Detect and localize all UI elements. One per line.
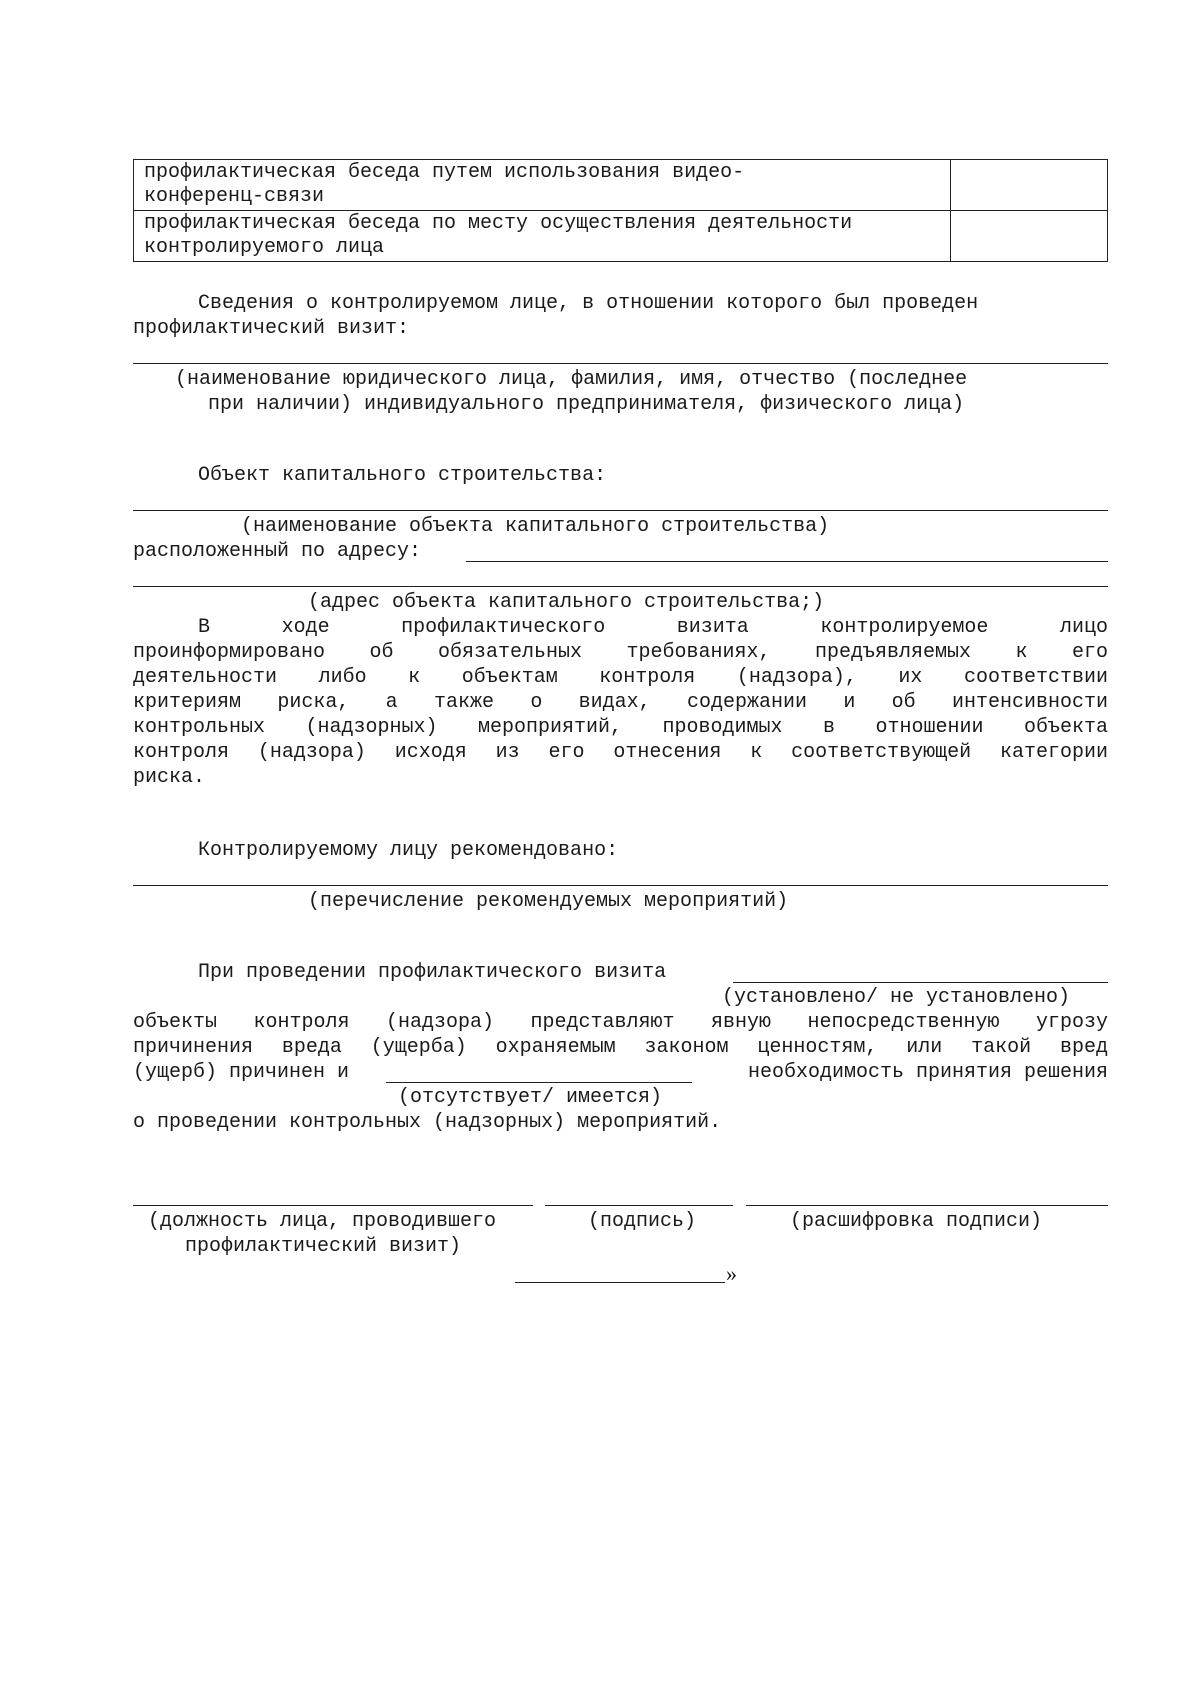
recommend-caption: (перечисление рекомендуемых мероприятий) [308, 890, 789, 913]
cell-text-line: контролируемого лица [144, 236, 385, 259]
table-cell-mark[interactable] [951, 211, 1108, 262]
cell-text-line: конференц-связи [144, 185, 325, 208]
closing-quote-mark: » [726, 1261, 737, 1286]
inform-line: контроля (надзора) исходя из его отнесения к соответствующей категории [133, 741, 1108, 764]
visit-forms-table [133, 159, 1108, 262]
inform-line-last: риска. [133, 766, 206, 789]
threat-line: причинения вреда (ущерба) охраняемым законом ценностям, или такой вред [133, 1036, 1108, 1059]
cell-text-line: профилактическая беседа по месту осуществления деятельности [144, 212, 853, 235]
threat-line: о проведении контрольных (надзорных) мероприятий. [133, 1111, 722, 1134]
inform-line: деятельности либо к объектам контроля (надзора), их соответствии [133, 666, 1108, 689]
address-label: расположенный по адресу: [133, 540, 422, 563]
threat-fill-line-2[interactable] [386, 1082, 692, 1083]
recommend-label: Контролируемому лицу рекомендовано: [198, 839, 619, 862]
subject-caption: (наименование юридического лица, фамилия, имя, отчество (последнее [175, 368, 968, 391]
threat-line: объекты контроля (надзора) представляют явную непосредственную угрозу [133, 1011, 1108, 1034]
address-caption: (адрес объекта капитального строительства;) [308, 591, 825, 614]
object-fill-line[interactable] [133, 510, 1108, 511]
decoding-caption: (расшифровка подписи) [790, 1210, 1043, 1233]
table-cell-form [134, 160, 951, 211]
position-caption: профилактический визит) [185, 1235, 462, 1258]
table-row [134, 211, 1108, 262]
threat-caption: (установлено/ не установлено) [722, 986, 1071, 1009]
inform-line: проинформировано об обязательных требованиях, предъявляемых к его [133, 641, 1108, 664]
threat-fill-line[interactable] [733, 982, 1108, 983]
threat-line: При проведении профилактического визита [198, 961, 667, 984]
position-caption: (должность лица, проводившего [148, 1210, 497, 1233]
address-fill-line[interactable] [466, 561, 1108, 562]
subject-intro-line: профилактический визит: [133, 317, 410, 340]
table-cell-mark[interactable] [951, 160, 1108, 211]
address-fill-line-2[interactable] [133, 586, 1108, 587]
table-row [134, 160, 1108, 211]
subject-intro-line: Сведения о контролируемом лице, в отношении которого был проведен [198, 292, 979, 315]
recommend-fill-line[interactable] [133, 885, 1108, 886]
subject-caption: при наличии) индивидуального предпринимателя, физического лица) [208, 393, 965, 416]
position-fill-line[interactable] [133, 1205, 533, 1206]
decoding-fill-line[interactable] [746, 1205, 1108, 1206]
cell-text-line: профилактическая беседа путем использования видео- [144, 161, 745, 184]
signature-fill-line[interactable] [545, 1205, 733, 1206]
inform-line: контрольных (надзорных) мероприятий, проводимых в отношении объекта [133, 716, 1108, 739]
object-caption: (наименование объекта капитального строительства) [241, 515, 830, 538]
object-label: Объект капитального строительства: [198, 464, 607, 487]
inform-line: критериям риска, а также о видах, содержании и об интенсивности [133, 691, 1108, 714]
threat-line-right: необходимость принятия решения [747, 1061, 1108, 1084]
threat-line-left: (ущерб) причинен и [133, 1061, 350, 1084]
subject-fill-line[interactable] [133, 363, 1108, 364]
table-cell-form [134, 211, 951, 262]
threat-caption-2: (отсутствует/ имеется) [398, 1086, 663, 1109]
closing-fill-line[interactable] [515, 1282, 725, 1283]
inform-line: В ходе профилактического визита контролируемое лицо [198, 616, 1108, 639]
signature-caption: (подпись) [588, 1210, 697, 1233]
